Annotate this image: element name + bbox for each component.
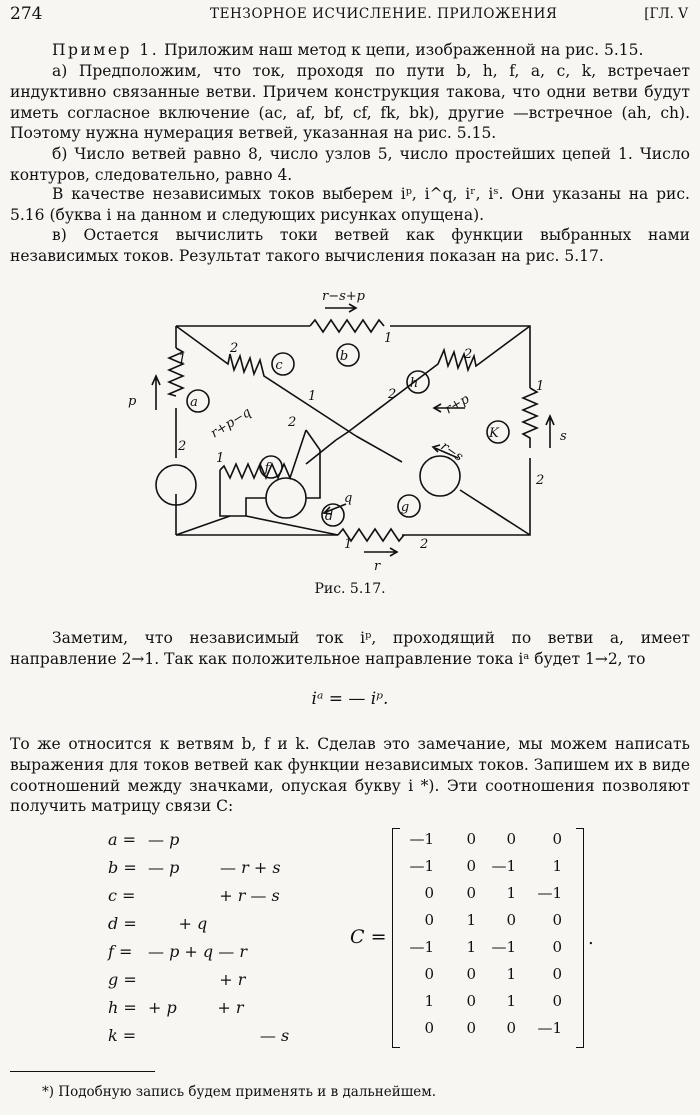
matrix-cell: 0: [506, 1019, 516, 1037]
relation-rhs: — p: [148, 830, 180, 849]
matrix-cell: 1: [424, 992, 434, 1010]
branch-label-k: K: [489, 426, 499, 441]
matrix-cell: 0: [552, 938, 562, 956]
node-label: 1: [344, 537, 353, 552]
matrix-cell: 0: [466, 830, 476, 848]
node-label: 1: [384, 331, 393, 346]
relation-lhs: d =: [108, 914, 137, 933]
matrix-cell: 0: [466, 1019, 476, 1037]
resistor-k: [523, 388, 537, 448]
matrix-bracket-right: [576, 828, 584, 1048]
node-label: 1: [178, 352, 187, 367]
branch-label-b: b: [339, 349, 349, 364]
matrix-cell: 1: [466, 911, 476, 929]
relation-rhs: + r: [148, 970, 246, 989]
label-diag-left-current: q: [344, 491, 353, 506]
footnote: *) Подобную запись будем применять и в дальнейшем.: [42, 1084, 437, 1100]
node-label: 2: [536, 473, 545, 488]
label-mid-left-current: r+p−q: [208, 405, 254, 442]
node-label: 2: [230, 341, 239, 356]
relation-lhs: a =: [108, 830, 137, 849]
matrix-cell: 0: [552, 911, 562, 929]
chapter-marker: [ГЛ. V: [644, 6, 688, 22]
paragraph-example: [10, 40, 690, 61]
matrix-cell: 1: [552, 857, 562, 875]
matrix-cell: 1: [506, 965, 516, 983]
footnote-rule: [10, 1071, 155, 1072]
formula-ia: iᵃ = — iᵖ.: [311, 689, 389, 709]
matrix-cell: 1: [506, 884, 516, 902]
paragraph-relations: То же относится к ветвям b, f и k. Сделав это замечание, мы можем написать выражения для токов ветвей как функции независимых токов. Запишем их в виде соотношений между значками, опуская букву i *). Эти соотношения позволяют получить матрицу связи C:: [10, 735, 690, 816]
label-left-current: p: [128, 394, 137, 409]
node-label: 1: [536, 379, 545, 394]
label-mid-right-current: r+p: [442, 391, 473, 418]
arrow-bottom: [364, 548, 397, 556]
arrow-right: [546, 416, 554, 448]
relation-lhs: c =: [108, 886, 136, 905]
matrix-cell: 0: [424, 1019, 434, 1037]
branch-label-c: c: [275, 358, 283, 373]
node-label: 1: [216, 451, 225, 466]
matrix-C: [392, 828, 584, 1046]
matrix-cell: 0: [424, 965, 434, 983]
matrix-cell: 0: [552, 992, 562, 1010]
matrix-cell: 0: [552, 965, 562, 983]
paragraph-b: б) Число ветвей равно 8, число узлов 5, число простейших цепей 1. Число контуров, следовательно, равно 4.: [10, 145, 690, 184]
paragraph-c: в) Остается вычислить токи ветвей как функции выбранных нами независимых токов. Результат такого вычисления показан на рис. 5.17.: [10, 226, 690, 265]
branch-label-h: h: [409, 376, 419, 391]
matrix-cell: 0: [466, 965, 476, 983]
circuit-diagram: [110, 280, 590, 580]
example-text: Приложим наш метод к цепи, изображенной на рис. 5.15.: [159, 41, 644, 59]
matrix-cell: —1: [409, 938, 434, 956]
matrix-cell: —1: [409, 857, 434, 875]
relation-lhs: b =: [108, 858, 137, 877]
matrix-cell: 0: [552, 830, 562, 848]
label-right-current: s: [560, 429, 567, 444]
paragraph-note: Заметим, что независимый ток iᵖ, проходящий по ветви a, имеет направление 2→1. Так как положительное направление тока iᵃ будет 1→2, то: [10, 629, 690, 668]
label-bottom-current: r: [374, 559, 381, 574]
matrix-cell: 0: [466, 884, 476, 902]
relation-lhs: h =: [108, 998, 137, 1017]
branch-label-d: d: [324, 509, 334, 524]
page-number: 274: [10, 4, 43, 24]
matrix-end-dot: .: [588, 928, 594, 949]
resistor-b: [310, 320, 384, 332]
relation-rhs: — p + q — r: [148, 942, 247, 961]
matrix-cell: —1: [537, 1019, 562, 1037]
matrix-cell: —1: [409, 830, 434, 848]
matrix-cell: —1: [491, 938, 516, 956]
relation-rhs: — p — r + s: [148, 858, 281, 877]
matrix-cell: —1: [537, 884, 562, 902]
matrix-cell: 0: [424, 884, 434, 902]
branch-d-wire: [176, 516, 338, 535]
relation-rhs: + q: [148, 914, 208, 933]
paragraph-currents: В качестве независимых токов выберем iᵖ, i^q, iʳ, iˢ. Они указаны на рис. 5.16 (буква i на данном и следующих рисунках опущена).: [10, 185, 690, 224]
matrix-cell: 0: [424, 911, 434, 929]
relation-rhs: + r — s: [148, 886, 280, 905]
resistor-f: [220, 430, 306, 478]
figure-caption: Рис. 5.17.: [314, 581, 386, 597]
branch-label-f: f: [264, 461, 270, 476]
branch-label-g: g: [400, 500, 410, 515]
matrix-cell: —1: [491, 857, 516, 875]
paragraph-a: а) Предположим, что ток, проходя по пути b, h, f, a, c, k, встречает индуктивно связанные ветви. Причем конструкция такова, что одни ветви будут иметь согласное включение (ac, af, bf, cf, fk, bk), другие —встречное (ah, ch). Поэтому нужна нумерация ветвей, указанная на рис. 5.15.: [10, 62, 690, 143]
arrow-top: [325, 304, 356, 312]
relation-lhs: g =: [108, 970, 137, 989]
node-label: 1: [308, 389, 317, 404]
matrix-cell: 0: [466, 857, 476, 875]
node-label: 2: [388, 387, 397, 402]
matrix-cell: 0: [466, 992, 476, 1010]
matrix-cell: 1: [506, 992, 516, 1010]
arrow-left: [152, 376, 160, 410]
example-lead: Пример 1.: [52, 41, 160, 59]
matrix-cell: 1: [466, 938, 476, 956]
source-f: [266, 478, 306, 518]
node-label: 2: [464, 347, 473, 362]
matrix-cell: 0: [506, 911, 516, 929]
matrix-cell: 0: [506, 830, 516, 848]
page-header: [10, 4, 688, 26]
label-diag-right-current: r−s: [437, 438, 466, 465]
relation-lhs: k =: [108, 1026, 137, 1045]
branch-h-wire: [336, 326, 530, 440]
branch-label-a: a: [190, 395, 198, 410]
branch-c-wire: [176, 326, 356, 436]
node-label: 2: [420, 537, 429, 552]
relation-lhs: f =: [108, 942, 133, 961]
running-title: ТЕНЗОРНОЕ ИСЧИСЛЕНИЕ. ПРИЛОЖЕНИЯ: [210, 6, 558, 22]
node-label: 2: [178, 439, 187, 454]
matrix-bracket-left: [392, 828, 400, 1048]
relation-rhs: + p + r: [148, 998, 244, 1017]
branch-to-f: [306, 440, 336, 464]
matrix-label: C =: [350, 926, 387, 948]
node-label: 2: [288, 415, 297, 430]
label-top-current: r−s+p: [322, 289, 365, 304]
relation-rhs: — s: [148, 1026, 290, 1045]
